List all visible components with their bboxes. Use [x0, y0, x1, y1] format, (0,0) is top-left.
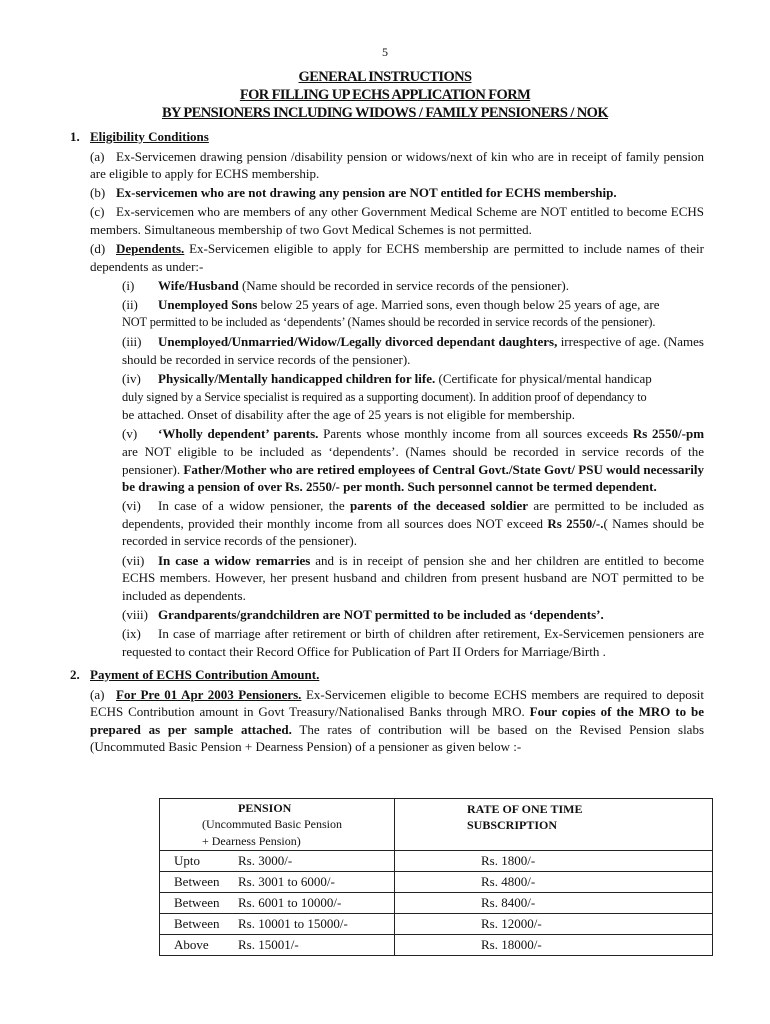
document-body: [70, 124, 704, 756]
document-title: [0, 68, 770, 122]
section-2-heading: 2. Payment of ECHS Contribution Amount.: [70, 667, 320, 683]
eligibility-c: (c) Ex-servicemen who are members of any other Government Medical Scheme are NOT entitled to become ECHS members. Simultaneous membership of two Govt Medical Schemes is not permitted.: [90, 204, 704, 237]
table-row: Between Rs. 3001 to 6000/- Rs. 4800/-: [160, 872, 713, 893]
title-line-2: FOR FILLING UP ECHS APPLICATION FORM: [239, 87, 531, 103]
table-row: Upto Rs. 3000/- Rs. 1800/-: [160, 851, 713, 872]
contribution-rate-table: [159, 798, 713, 956]
dependent-v: (v) ‘Wholly dependent’ parents. Parents whose monthly income from all sources exceeds Rs 2550/-pm are NOT eligible to be included as ‘dependents’. (Names should be recorded in service records of the pensioner). Father/Mother who are retired employees of Central Govt./State Govt/ PSU would necessarily be drawing a pension of over Rs. 2550/- per month. Such personnel cannot be termed dependent.: [122, 426, 705, 495]
eligibility-d: (d) Dependents. Ex-Servicemen eligible to apply for ECHS membership are permitted to include names of their dependents as under:-: [90, 240, 704, 274]
eligibility-b: (b) Ex-servicemen who are not drawing any pension are NOT entitled for ECHS membership.: [90, 185, 617, 201]
eligibility-a: (a) Ex-Servicemen drawing pension /disability pension or widows/next of kin who are in receipt of family pension are eligible to apply for ECHS membership.: [90, 148, 704, 182]
dependent-ix: (ix) In case of marriage after retirement or birth of children after retirement, Ex-Servicemen pensioners are requested to contact their Record Office for Publication of Part II Orders for Marriage/Birth .: [122, 625, 704, 659]
pension-header-cell: PENSION (Uncommuted Basic Pension + Dearness Pension): [160, 799, 395, 851]
table-row: Between Rs. 6001 to 10000/- Rs. 8400/-: [160, 893, 713, 914]
page-number: 5: [382, 45, 388, 59]
title-line-1: GENERAL INSTRUCTIONS: [298, 69, 472, 85]
table-header-row: [160, 799, 713, 851]
table-row: Between Rs. 10001 to 15000/- Rs. 12000/-: [160, 914, 713, 935]
section-1-heading: 1. Eligibility Conditions: [70, 129, 209, 144]
dependent-ii: (ii) Unemployed Sons below 25 years of age. Married sons, even though below 25 years of age, are NOT permitted to be included as ‘dependents’ (Names should be recorded in service records of the pensioner).: [122, 296, 660, 330]
payment-a: (a) For Pre 01 Apr 2003 Pensioners. Ex-Servicemen eligible to become ECHS members are required to deposit ECHS Contribution amount in Govt Treasury/Nationalised Banks through MRO. Four copies of the MRO to be prepared as per sample attached. The rates of contribution will be based on the Revised Pension slabs (Uncommuted Basic Pension + Dearness Pension) of a pensioner as given below :-: [90, 686, 705, 755]
table-row: Above Rs. 15001/- Rs. 18000/-: [160, 935, 713, 956]
dependent-iii: (iii) Unemployed/Unmarried/Widow/Legally divorced dependant daughters, irrespective of age. (Names should be recorded in service records of the pensioner).: [122, 334, 704, 368]
dependent-i: (i) Wife/Husband (Name should be recorded in service records of the pensioner).: [122, 277, 569, 293]
dependent-viii: (viii) Grandparents/grandchildren are NOT permitted to be included as ‘dependents’.: [122, 606, 604, 622]
dependent-vii: (vii) In case a widow remarries and is in receipt of pension she and her children are entitled to become ECHS members. However, her present husband and children from present husband are NOT permitted to be included as dependents.: [122, 552, 705, 603]
dependent-iv: (iv) Physically/Mentally handicapped children for life. (Certificate for physical/mental handicap duly signed by a Service specialist is required as a supporting document). In addition proof of dependancy to be attached. Onset of disability after the age of 25 years is not eligible for membership.: [122, 371, 652, 423]
title-line-3: BY PENSIONERS INCLUDING WIDOWS / FAMILY PENSIONERS / NOK: [161, 105, 609, 121]
rate-header-cell: RATE OF ONE TIME SUBSCRIPTION: [395, 799, 713, 851]
dependent-vi: (vi) In case of a widow pensioner, the parents of the deceased soldier are permitted to be included as dependents, provided their monthly income from all sources does NOT exceed Rs 2550/-.( Names should be recorded in service records of the pensioner).: [122, 498, 705, 549]
